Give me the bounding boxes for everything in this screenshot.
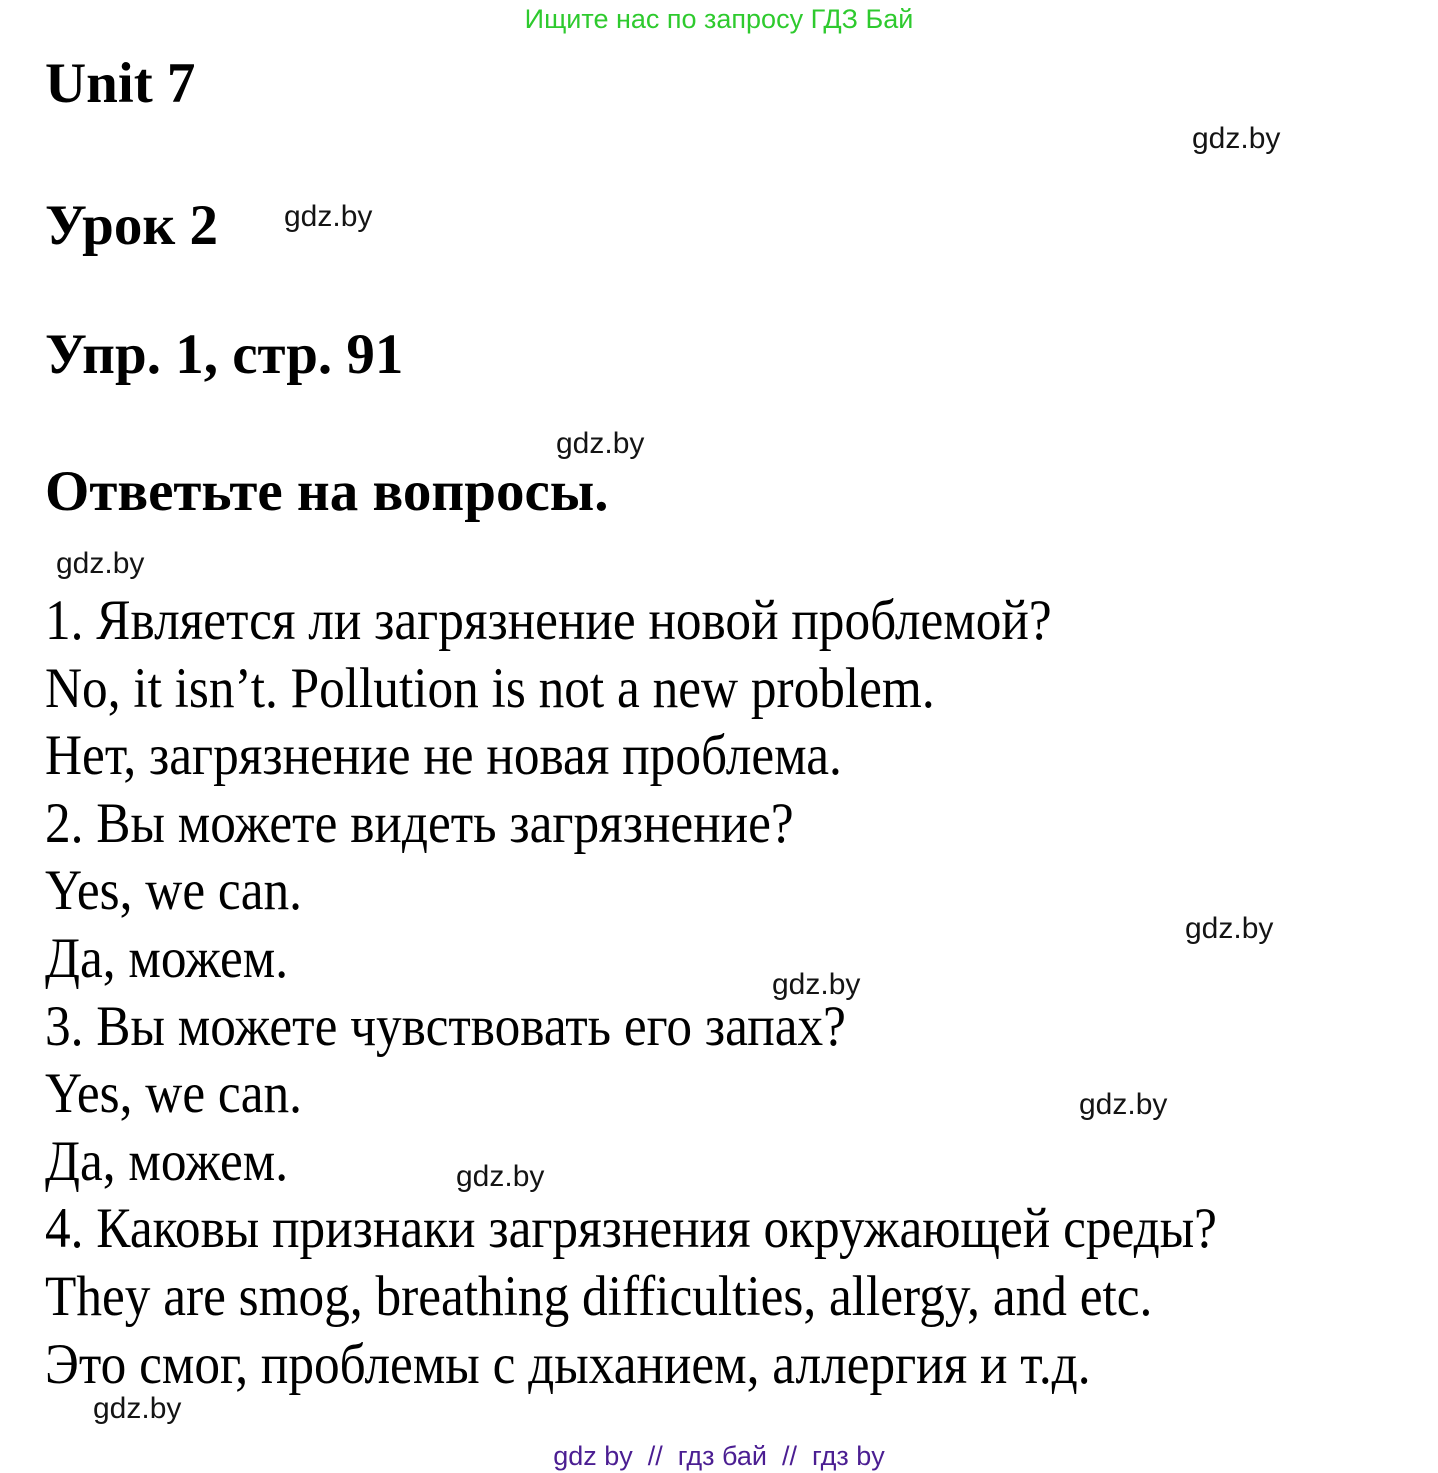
answer-2-ru: Да, можем.: [45, 926, 289, 990]
footer-note: gdz by // гдз бай // гдз by: [553, 1441, 885, 1471]
task-title: Ответьте на вопросы.: [45, 460, 609, 523]
gdz-watermark: gdz.by: [56, 547, 145, 580]
promo-banner: Ищите нас по запросу ГДЗ Бай: [524, 4, 914, 34]
answer-2-en: Yes, we can.: [45, 859, 302, 923]
answer-3-ru: Да, можем.: [45, 1129, 289, 1193]
unit-title: Unit 7: [45, 52, 196, 115]
gdz-watermark: gdz.by: [772, 968, 861, 1001]
question-1: 1. Является ли загрязнение новой проблемой?: [45, 589, 1052, 652]
answer-4-en: They are smog, breathing difficulties, allergy, and etc.: [45, 1264, 1153, 1328]
answer-1-ru: Нет, загрязнение не новая проблема.: [45, 724, 842, 788]
question-2: 2. Вы можете видеть загрязнение?: [45, 791, 794, 855]
gdz-watermark: gdz.by: [93, 1392, 182, 1425]
exercise-title: Упр. 1, стр. 91: [45, 323, 404, 386]
answer-3-en: Yes, we can.: [45, 1062, 302, 1126]
answer-1-en: No, it isn’t. Pollution is not a new problem.: [45, 656, 935, 720]
answers-block: [45, 587, 1425, 1398]
gdz-watermark: gdz.by: [456, 1160, 545, 1193]
gdz-watermark: gdz.by: [284, 200, 373, 233]
gdz-watermark: gdz.by: [1185, 912, 1274, 945]
question-4: 4. Каковы признаки загрязнения окружающей среды?: [45, 1197, 1217, 1261]
answer-4-ru: Это смог, проблемы с дыханием, аллергия и т.д.: [45, 1332, 1091, 1396]
gdz-watermark: gdz.by: [1192, 122, 1281, 155]
gdz-watermark: gdz.by: [1079, 1088, 1168, 1121]
gdz-watermark: gdz.by: [556, 427, 645, 460]
question-3: 3. Вы можете чувствовать его запах?: [45, 994, 846, 1058]
lesson-title: Урок 2: [45, 194, 218, 257]
